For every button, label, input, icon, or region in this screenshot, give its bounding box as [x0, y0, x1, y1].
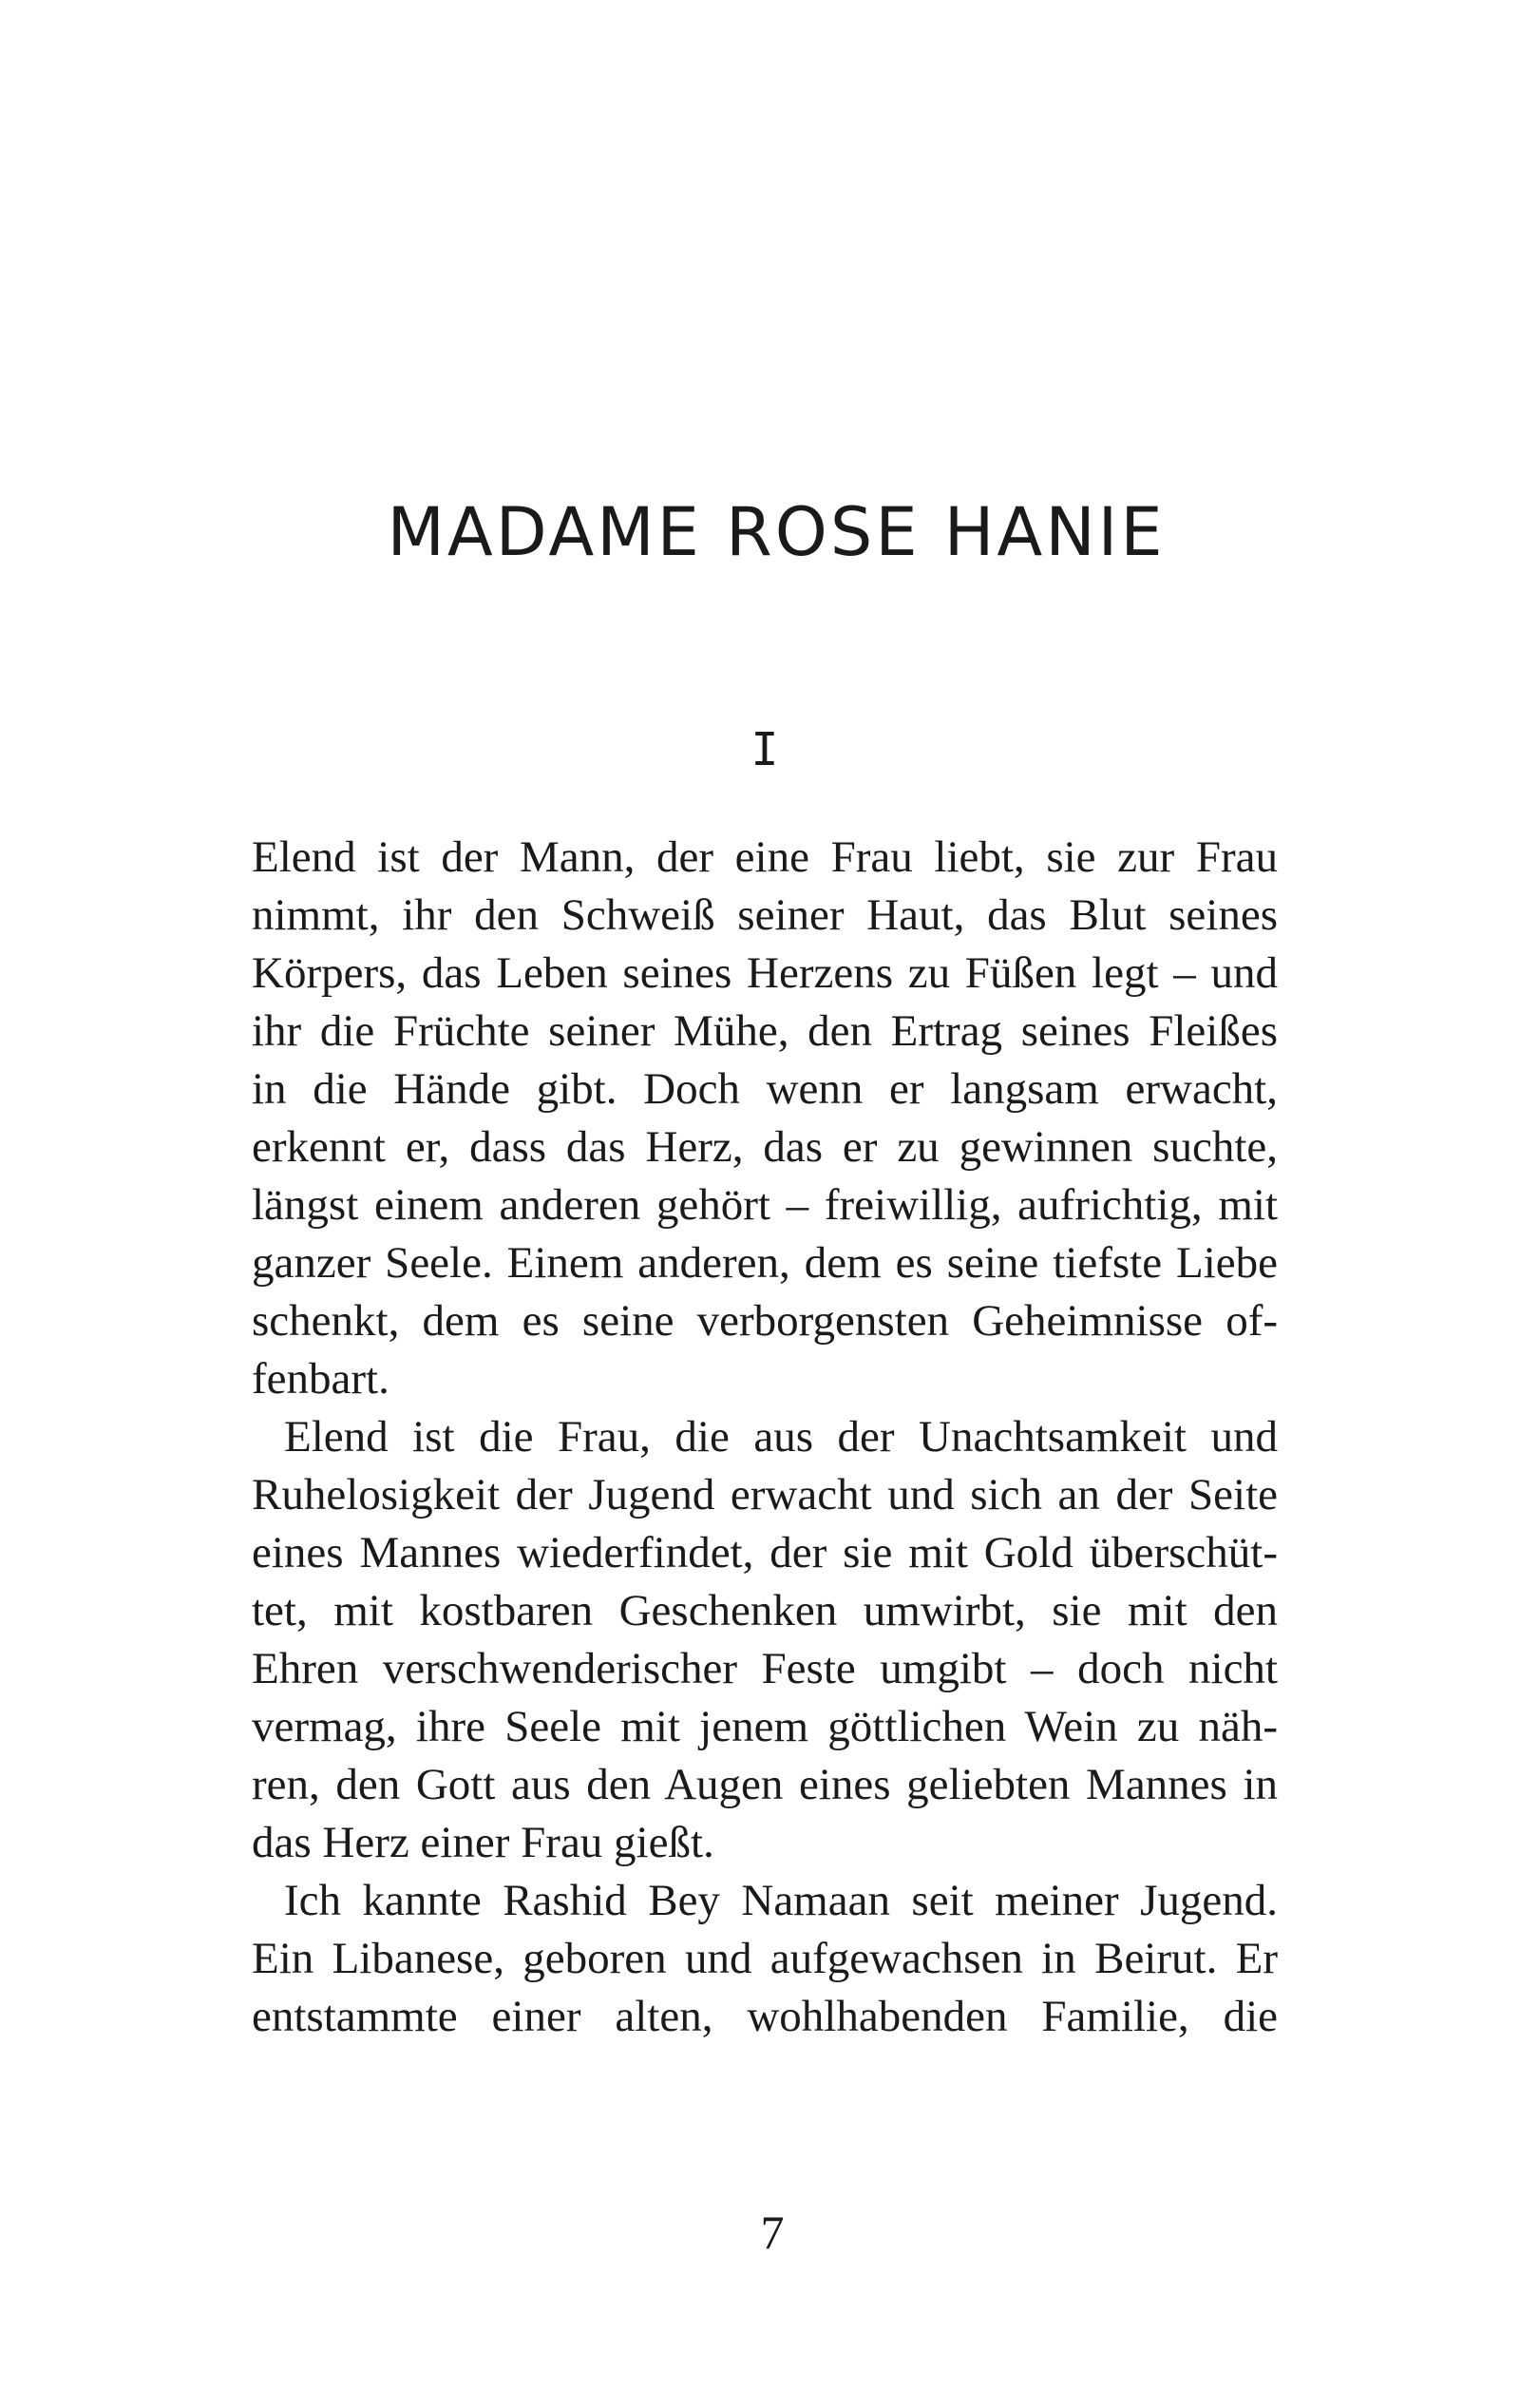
- section-numeral: I: [750, 723, 779, 776]
- text-line: Körpers, das Leben seines Herzens zu Füßen legt – und: [252, 948, 1278, 998]
- text-line: schenkt, dem es seine verborgensten Geheimnisse of-: [252, 1296, 1278, 1346]
- text-line: vermag, ihre Seele mit jenem göttlichen Wein zu näh-: [252, 1702, 1278, 1751]
- paragraph-3: [252, 1872, 1278, 2046]
- text-line: Ein Libanese, geboren und aufgewachsen in Beirut. Er: [252, 1934, 1278, 1983]
- text-line: entstammte einer alten, wohlhabenden Familie, die: [252, 1992, 1278, 2041]
- text-line: Ruhelosigkeit der Jugend erwacht und sich an der Seite: [252, 1470, 1278, 1519]
- text-line: ren, den Gott aus den Augen eines geliebten Mannes in: [252, 1760, 1278, 1809]
- text-line: tet, mit kostbaren Geschenken umwirbt, sie mit den: [252, 1586, 1278, 1635]
- text-line: Ich kannte Rashid Bey Namaan seit meiner Jugend.: [284, 1876, 1278, 1925]
- text-line: erkennt er, dass das Herz, das er zu gewinnen suchte,: [252, 1122, 1278, 1172]
- paragraph-1: [252, 829, 1278, 1408]
- text-line: Elend ist die Frau, die aus der Unachtsamkeit und: [284, 1412, 1278, 1462]
- body-text: [252, 829, 1278, 2046]
- text-line: längst einem anderen gehört – freiwillig, aufrichtig, mit: [252, 1180, 1278, 1230]
- text-line: eines Mannes wiederfindet, der sie mit Gold überschüt-: [252, 1528, 1278, 1577]
- text-line: ganzer Seele. Einem anderen, dem es seine tiefste Liebe: [252, 1238, 1278, 1288]
- text-line: Elend ist der Mann, der eine Frau liebt, sie zur Frau: [252, 832, 1278, 882]
- text-line: fenbart.: [252, 1354, 390, 1404]
- text-line: in die Hände gibt. Doch wenn er langsam erwacht,: [252, 1064, 1278, 1114]
- text-line: Ehren verschwenderischer Feste umgibt – doch nicht: [252, 1644, 1278, 1693]
- text-line: das Herz einer Frau gießt.: [252, 1818, 714, 1867]
- paragraph-2: [252, 1408, 1278, 1872]
- text-line: ihr die Früchte seiner Mühe, den Ertrag seines Fleißes: [252, 1006, 1278, 1056]
- text-line: nimmt, ihr den Schweiß seiner Haut, das Blut seines: [252, 890, 1278, 940]
- page-number: 7: [760, 2206, 785, 2259]
- chapter-title: MADAME ROSE HANIE: [387, 493, 1166, 571]
